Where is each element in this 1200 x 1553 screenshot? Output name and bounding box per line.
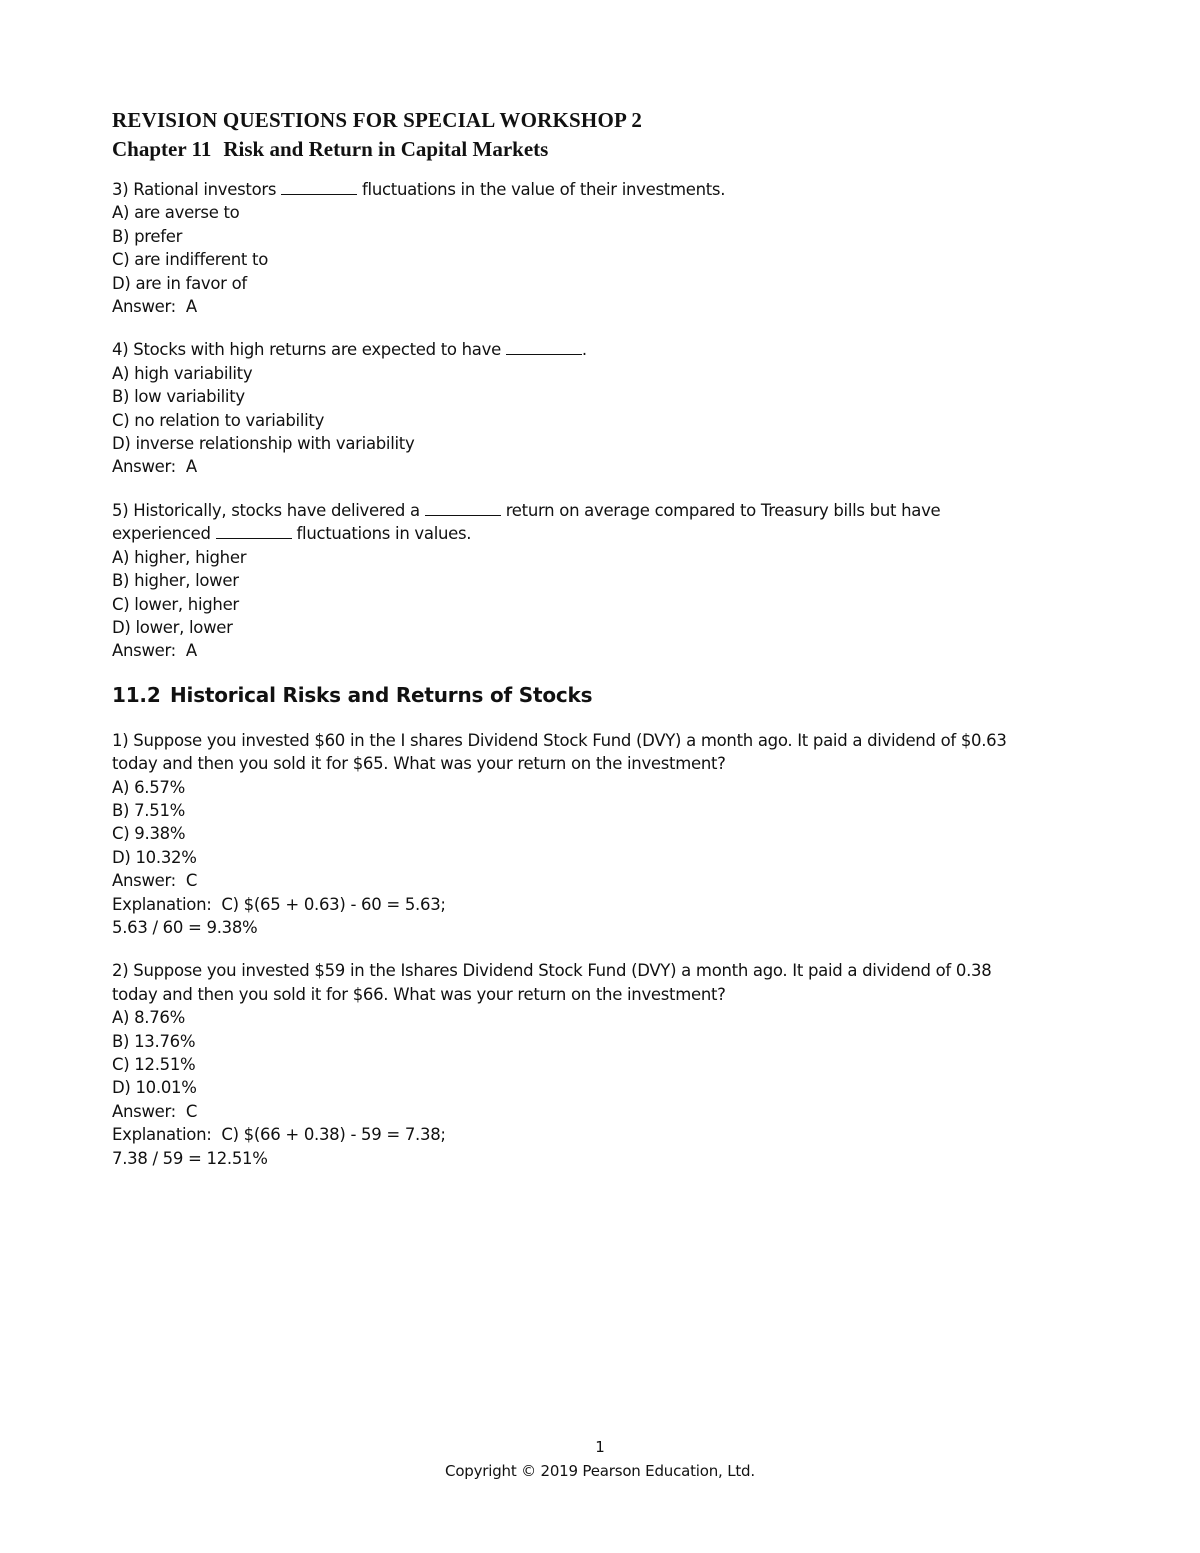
question-stem-line: today and then you sold it for $65. What was your return on the investment?: [112, 754, 726, 774]
stem-text: fluctuations in the value of their investments.: [362, 180, 726, 199]
option-b: B) 7.51%: [112, 800, 186, 820]
answer-blank: [281, 180, 357, 195]
option-c: C) 12.51%: [112, 1055, 196, 1074]
page-content: [112, 106, 1092, 1170]
question-stem-line: 1) Suppose you invested $60 in the I shares Dividend Stock Fund (DVY) a month ago. It paid a dividend of $0.63: [112, 730, 1007, 750]
question-stem-line: 2) Suppose you invested $59 in the Ishares Dividend Stock Fund (DVY) a month ago. It paid a dividend of 0.38: [112, 961, 992, 981]
section-number: 11.2: [112, 682, 161, 707]
question-stem: [112, 338, 1092, 361]
stem-text: 4) Stocks with high returns are expected to have: [112, 340, 501, 360]
question-stem-line: today and then you sold it for $66. What was your return on the investment?: [112, 984, 726, 1004]
stem-text: 5) Historically, stocks have delivered a: [112, 500, 420, 520]
answer: Answer: C: [112, 871, 198, 891]
answer: Answer: A: [112, 297, 197, 317]
answer: Answer: C: [112, 1101, 198, 1121]
stem-text: experienced: [112, 524, 211, 544]
explanation-calc: 7.38 / 59 = 12.51%: [112, 1148, 268, 1168]
question-5: [112, 499, 1092, 663]
question-3: [112, 178, 1092, 318]
option-b: B) higher, lower: [112, 571, 239, 591]
answer-blank: [216, 524, 292, 539]
option-d: D) are in favor of: [112, 273, 247, 293]
chapter-title: [112, 134, 1092, 164]
chapter-name: Risk and Return in Capital Markets: [223, 137, 549, 161]
option-a: A) higher, higher: [112, 547, 247, 567]
question-stem: [112, 499, 1092, 546]
page-number: 1: [595, 1438, 605, 1456]
question-stem: [112, 178, 1092, 201]
option-c: C) are indifferent to: [112, 250, 269, 270]
option-a: A) 8.76%: [112, 1008, 185, 1028]
option-d: D) 10.01%: [112, 1078, 197, 1098]
option-a: A) are averse to: [112, 203, 240, 223]
answer: Answer: A: [112, 457, 197, 477]
option-a: A) 6.57%: [112, 777, 185, 797]
option-c: C) 9.38%: [112, 824, 186, 844]
explanation: Explanation: C) $(66 + 0.38) - 59 = 7.38;: [112, 1125, 446, 1145]
stem-text: return on average compared to Treasury bills but have: [505, 500, 941, 520]
question-1: [112, 729, 1092, 940]
section-heading: [112, 681, 1092, 709]
answer-blank: [506, 340, 582, 355]
explanation-calc: 5.63 / 60 = 9.38%: [112, 917, 258, 937]
option-d: D) lower, lower: [112, 617, 233, 637]
document-title: REVISION QUESTIONS FOR SPECIAL WORKSHOP 2: [112, 108, 643, 132]
stem-text: 3) Rational investors: [112, 180, 277, 199]
section-title-text: Historical Risks and Returns of Stocks: [170, 682, 593, 707]
option-c: C) lower, higher: [112, 594, 239, 614]
question-4: [112, 338, 1092, 478]
option-b: B) prefer: [112, 226, 183, 246]
answer: Answer: A: [112, 641, 197, 661]
stem-text: fluctuations in values.: [296, 524, 472, 544]
option-b: B) low variability: [112, 387, 245, 407]
answer-blank: [425, 501, 501, 516]
stem-text: .: [581, 340, 587, 360]
option-a: A) high variability: [112, 363, 253, 383]
copyright-notice: Copyright © 2019 Pearson Education, Ltd.: [445, 1462, 755, 1480]
option-d: D) inverse relationship with variability: [112, 434, 415, 454]
chapter-label: Chapter 11: [112, 137, 212, 161]
option-b: B) 13.76%: [112, 1031, 196, 1051]
question-2: [112, 959, 1092, 1170]
option-d: D) 10.32%: [112, 847, 197, 867]
explanation: Explanation: C) $(65 + 0.63) - 60 = 5.63;: [112, 894, 446, 914]
option-c: C) no relation to variability: [112, 410, 325, 430]
